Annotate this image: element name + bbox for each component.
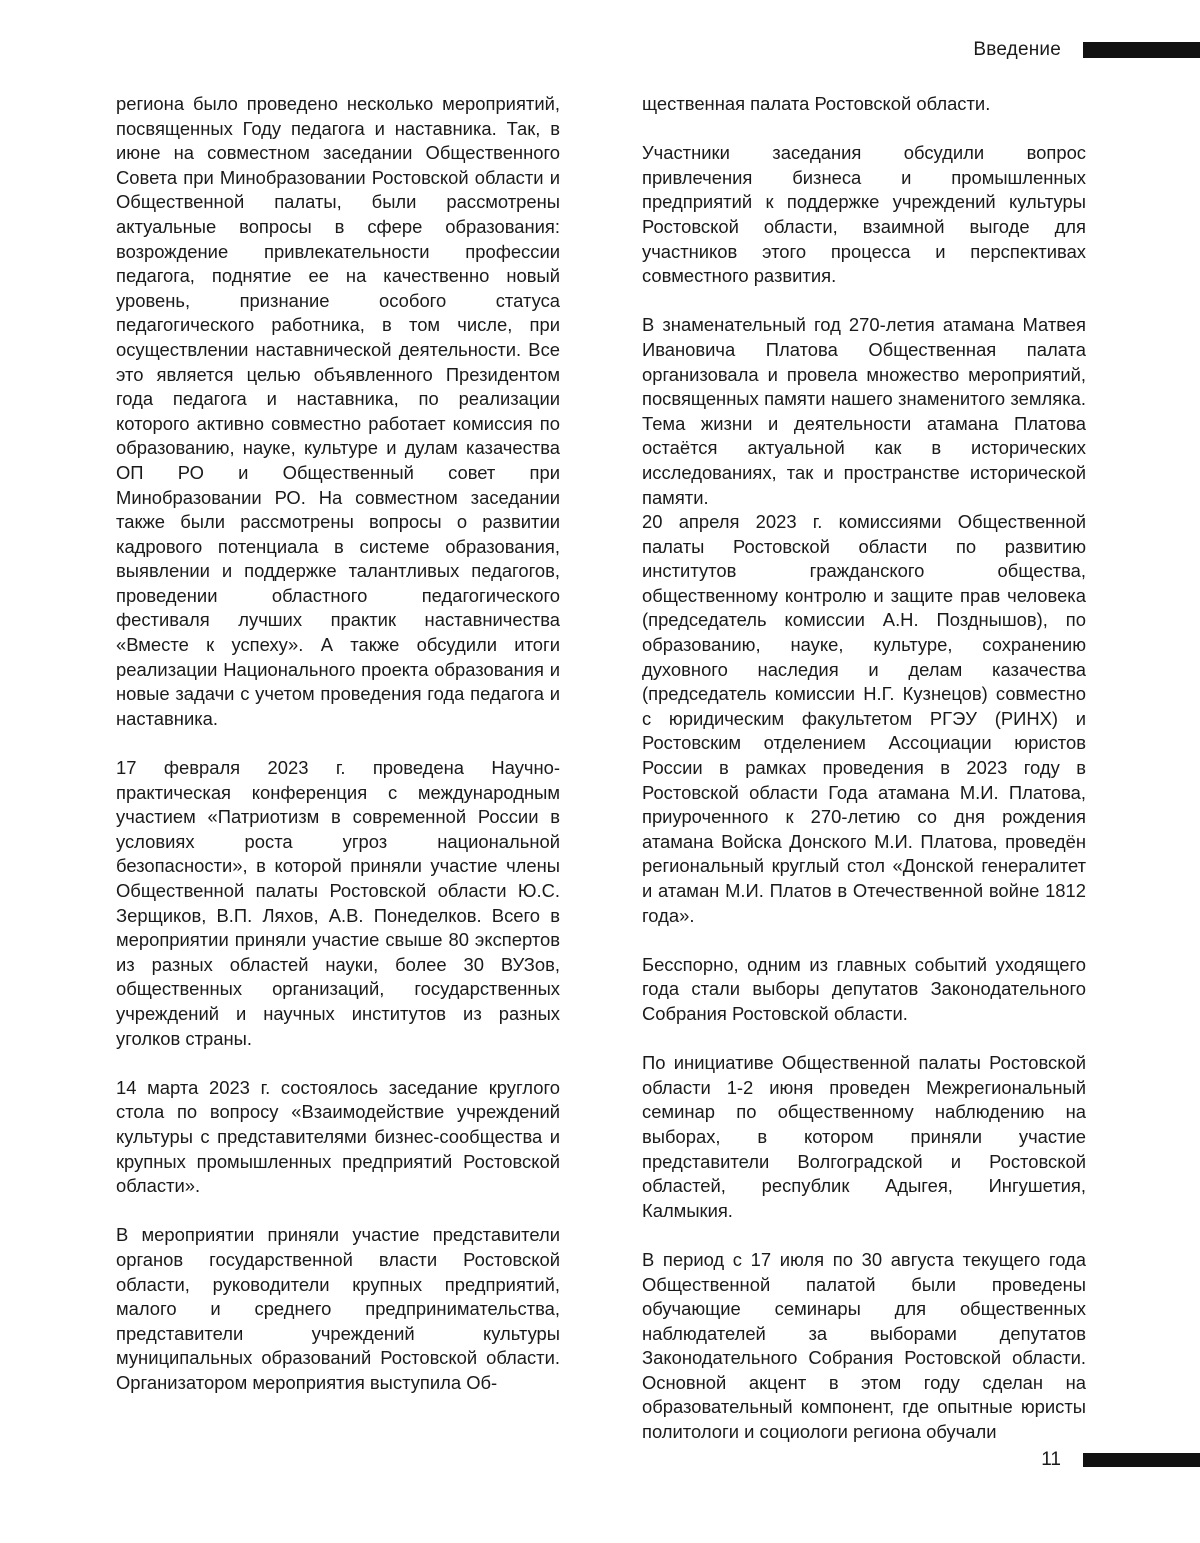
footer-accent-bar	[1083, 1453, 1200, 1467]
paragraph: В знаменательный год 270-летия атамана Матвея Ивановича Платова Общественная палата организовала и провела множество мероприятий, посвященных памяти нашего знаменитого земляка. Тема жизни и деятельности атамана Платова остаётся актуальной как в исторических исследованиях, так и пространстве исторической памяти.	[642, 314, 1086, 508]
page-number: 11	[1041, 1449, 1061, 1470]
paragraph: 17 февраля 2023 г. проведена Научно-практическая конференция с международным участием «Патриотизм в современной России в условиях роста угроз национальной безопасности», в которой приняли участие члены Общественной палаты Ростовской области Ю.С. Зерщиков, В.П. Ляхов, А.В. Понеделков. Всего в мероприятии приняли участие свыше 80 экспертов из разных областей науки, более 30 ВУЗов, общественных организаций, государственных учреждений и научных институтов из разных уголков страны.	[116, 757, 560, 1049]
paragraph: Участники заседания обсудили вопрос привлечения бизнеса и промышленных предприятий к поддержке учреждений культуры Ростовской области, взаимной выгоде для участников этого процесса и перспективах совместного развития.	[642, 142, 1086, 287]
paragraph: 20 апреля 2023 г. комиссиями Общественной палаты Ростовской области по развитию институтов гражданского общества, общественному контролю и защите прав человека (председатель комиссии А.Н. Поздныш​ов), по образованию, науке, культуре, сохранению духовного наследия и делам казачества (председатель комиссии Н.Г. Кузнецов) совместно с юридическим факультетом РГЭУ (РИНХ) и Ростовским отделением Ассоциации юристов России в рамках проведения в 2023 году в Ростовской области Года атамана М.И. Платова, приуроченного к 270-летию со дня рождения атамана Войска Донского М.И. Платова, проведён региональный круглый стол «Донской генералитет и атаман М.И. Платов в Отечественной войне 1812 года».	[642, 511, 1086, 926]
paragraph: В период с 17 июля по 30 августа текущего года Общественной палатой были проведены обучающие семинары для общественных наблюдателей за выборами депутатов Законодательного Собрания Ростовской области. Основной акцент в этом году сделан на образовательный компонент, где опытные юристы политологи и социологи региона обучали	[642, 1248, 1086, 1443]
section-title: Введение	[973, 39, 1061, 60]
paragraph: региона было проведено несколько мероприятий, посвященных Году педагога и наставника. Так, в июне на совместном заседании Общественного Совета при Минобразовании Ростовской области и Общественной палаты, были рассмотрены актуальные вопросы в сфере образования: возрождение привлекательности профессии педагога, поднятие ее на качественно новый уровень, признание особого статуса педагогического работника, в том числе, при осуществлении наставнической деятельности. Все это является целью объявленного Президентом года педагога и наставника, по реализации которого активно совместно работает комиссия по образованию, науке, культуре и дулам казачества ОП РО и Общественный совет при Минобразовании РО. На совместном заседании также были рассмотрены вопросы о развитии кадрового потенциала в системе образования, выявлении и поддержке талантливых педагогов, проведении областного педагогического фестиваля лучших практик наставничества «Вместе к успеху». А также обсудили итоги реализации Национального проекта образования и новые задачи с учетом проведения года педагога и наставника.	[116, 93, 560, 729]
header-accent-bar	[1083, 42, 1200, 58]
paragraph: Бесспорно, одним из главных событий уходящего года стали выборы депутатов Законодательного Собрания Ростовской области.	[642, 953, 1086, 1024]
page-footer	[1041, 1446, 1200, 1474]
left-column	[116, 92, 560, 1412]
paragraph: В мероприятии приняли участие представители органов государственной власти Ростовской области, руководители крупных предприятий, малого и среднего предпринимательства, представители учреждений культуры муниципальных образований Ростовской области. Организатором мероприятия выступила Об-	[116, 1224, 560, 1393]
paragraph: щественная палата Ростовской области.	[642, 93, 991, 114]
page-header	[973, 36, 1200, 64]
paragraph: 14 марта 2023 г. состоялось заседание круглого стола по вопросу «Взаимодействие учреждений культуры с представителями бизнес-сообщества и крупных промышленных предприятий Ростовской области».	[116, 1076, 560, 1197]
right-column	[642, 92, 1086, 1443]
paragraph: По инициативе Общественной палаты Ростовской области 1-2 июня проведен Межрегиональный семинар по общественному наблюдению на выборах, в котором приняли участие представители Волгоградской и Ростовской областей, республик Адыгея, Ингушетия, Калмыкия.	[642, 1052, 1086, 1221]
text-columns	[116, 92, 1086, 1443]
